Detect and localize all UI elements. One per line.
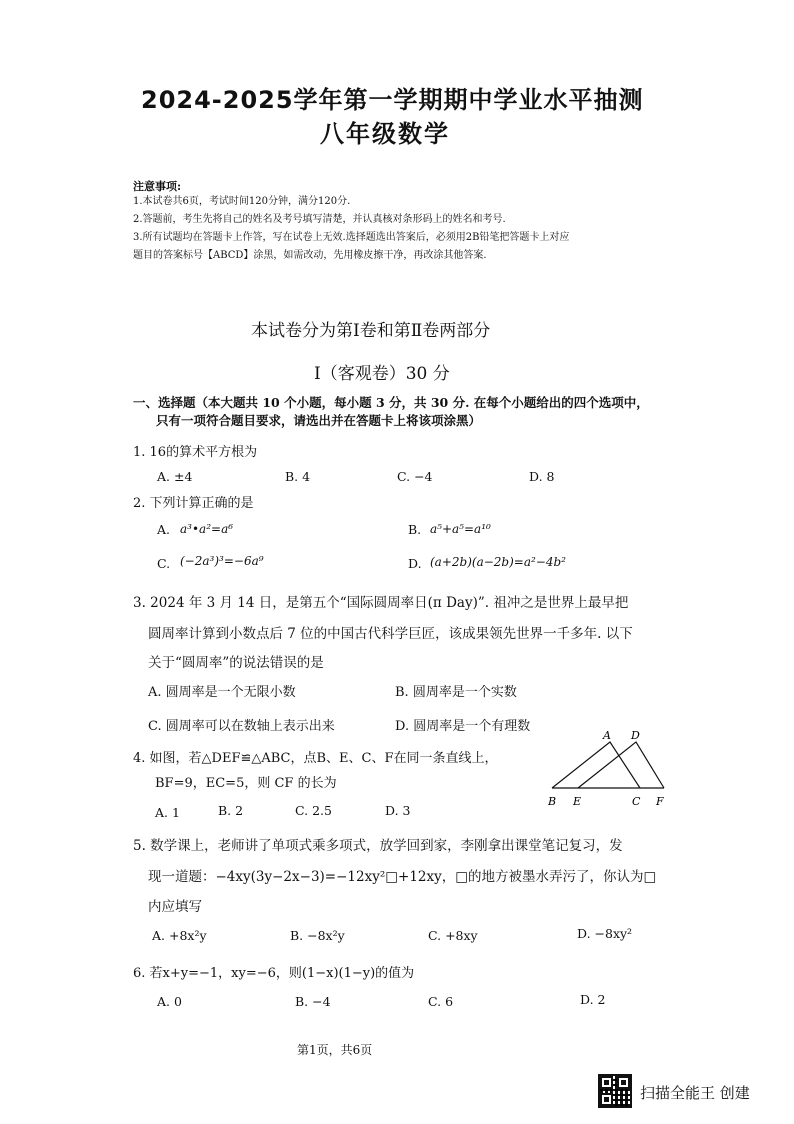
question-5-line2: 现一道题：−4xy(3y−2x−3)=−12xy²□+12xy，□的地方被墨水弄污了，你认为□ [148, 869, 657, 885]
notes-heading: 注意事项: [133, 180, 182, 193]
q2-option-c-label: C. [157, 556, 171, 571]
q1-option-c: C. −4 [397, 469, 433, 484]
point-d-label: D [631, 729, 640, 742]
congruent-triangles-figure [540, 728, 680, 810]
q2-option-a: a³•a²=a⁶ [180, 522, 234, 536]
question-5-line1: 5. 数学课上，老师讲了单项式乘多项式，放学回到家，李刚拿出课堂笔记复习，发 [133, 838, 623, 854]
question-5-line3: 内应填写 [148, 899, 202, 915]
q3-option-d: D. 圆周率是一个有理数 [395, 719, 531, 734]
part1-heading: Ⅰ（客观卷）30 分 [314, 364, 450, 384]
page-number: 第1页，共6页 [297, 1043, 373, 1057]
q5-option-b: B. −8x²y [290, 928, 345, 943]
q6-option-a: A. 0 [157, 994, 182, 1009]
question-4-line1: 4. 如图，若△DEF≌△ABC，点B、E、C、F在同一条直线上， [133, 751, 498, 766]
q4-option-b: B. 2 [218, 803, 244, 818]
question-6-stem: 6. 若x+y=−1，xy=−6，则(1−x)(1−y)的值为 [133, 966, 415, 981]
parts-intro: 本试卷分为第Ⅰ卷和第Ⅱ卷两部分 [251, 321, 491, 341]
q1-option-d: D. 8 [529, 469, 555, 484]
question-3-line3: 关于“圆周率”的说法错误的是 [148, 655, 324, 671]
q5-option-c: C. +8xy [428, 928, 478, 943]
q6-option-b: B. −4 [295, 994, 331, 1009]
qr-code-icon [598, 1074, 632, 1108]
q2-option-d-label: D. [408, 556, 422, 571]
point-c-label: C [632, 795, 641, 808]
note-item: 3.所有试题均在答题卡上作答，写在试卷上无效.选择题选出答案后，必须用2B铅笔把答题卡上对应 [133, 232, 570, 243]
note-item: 2.答题前，考生先将自己的姓名及考号填写清楚，并认真核对条形码上的姓名和考号. [133, 214, 506, 225]
q1-option-a: A. ±4 [157, 469, 193, 484]
point-a-label: A [603, 729, 611, 742]
q1-option-b: B. 4 [285, 469, 311, 484]
question-2-stem: 2. 下列计算正确的是 [133, 496, 254, 511]
scanner-watermark: 扫描全能王 创建 [640, 1084, 750, 1102]
q2-option-d: (a+2b)(a−2b)=a²−4b² [430, 555, 566, 569]
q5-option-a: A. +8x²y [152, 928, 207, 943]
q2-option-b: a⁵+a⁵=a¹⁰ [430, 522, 491, 536]
question-1-stem: 1. 16的算术平方根为 [133, 445, 258, 460]
exam-title: 2024-2025学年第一学期期中学业水平抽测 [141, 86, 644, 114]
point-b-label: B [548, 795, 557, 808]
triangle-def [578, 742, 664, 788]
q2-option-c: (−2a³)³=−6a⁹ [180, 554, 264, 568]
note-item: 1.本试卷共6页，考试时间120分钟，满分120分. [133, 196, 351, 207]
point-f-label: F [656, 795, 664, 808]
question-3-line1: 3. 2024 年 3 月 14 日，是第五个“国际圆周率日(π Day)”. 祖冲之是世界上最早把 [133, 595, 629, 611]
q4-option-d: D. 3 [385, 803, 411, 818]
q6-option-d: D. 2 [580, 992, 606, 1007]
q4-option-c: C. 2.5 [295, 803, 332, 818]
q3-option-b: B. 圆周率是一个实数 [395, 685, 517, 700]
exam-subtitle: 八年级数学 [320, 120, 450, 148]
q5-option-d: D. −8xy² [577, 926, 633, 941]
section-heading-cont: 只有一项符合题目要求，请选出并在答题卡上将该项涂黑） [156, 413, 482, 428]
point-e-label: E [573, 795, 582, 808]
q3-option-c: C. 圆周率可以在数轴上表示出来 [148, 719, 335, 734]
note-item: 题目的答案标号【ABCD】涂黑，如需改动，先用橡皮擦干净，再改涂其他答案. [133, 250, 487, 261]
q4-option-a: A. 1 [155, 805, 180, 820]
question-4-line2: BF=9，EC=5，则 CF 的长为 [155, 776, 337, 791]
question-3-line2: 圆周率计算到小数点后 7 位的中国古代科学巨匠，该成果领先世界一千多年. 以下 [148, 626, 633, 642]
q2-option-a-label: A. [157, 522, 171, 537]
q6-option-c: C. 6 [428, 994, 454, 1009]
section-heading: 一、选择题（本大题共 10 个小题，每小题 3 分，共 30 分. 在每个小题给出的四个选项中， [133, 395, 649, 410]
q2-option-b-label: B. [408, 522, 422, 537]
q3-option-a: A. 圆周率是一个无限小数 [148, 685, 296, 700]
